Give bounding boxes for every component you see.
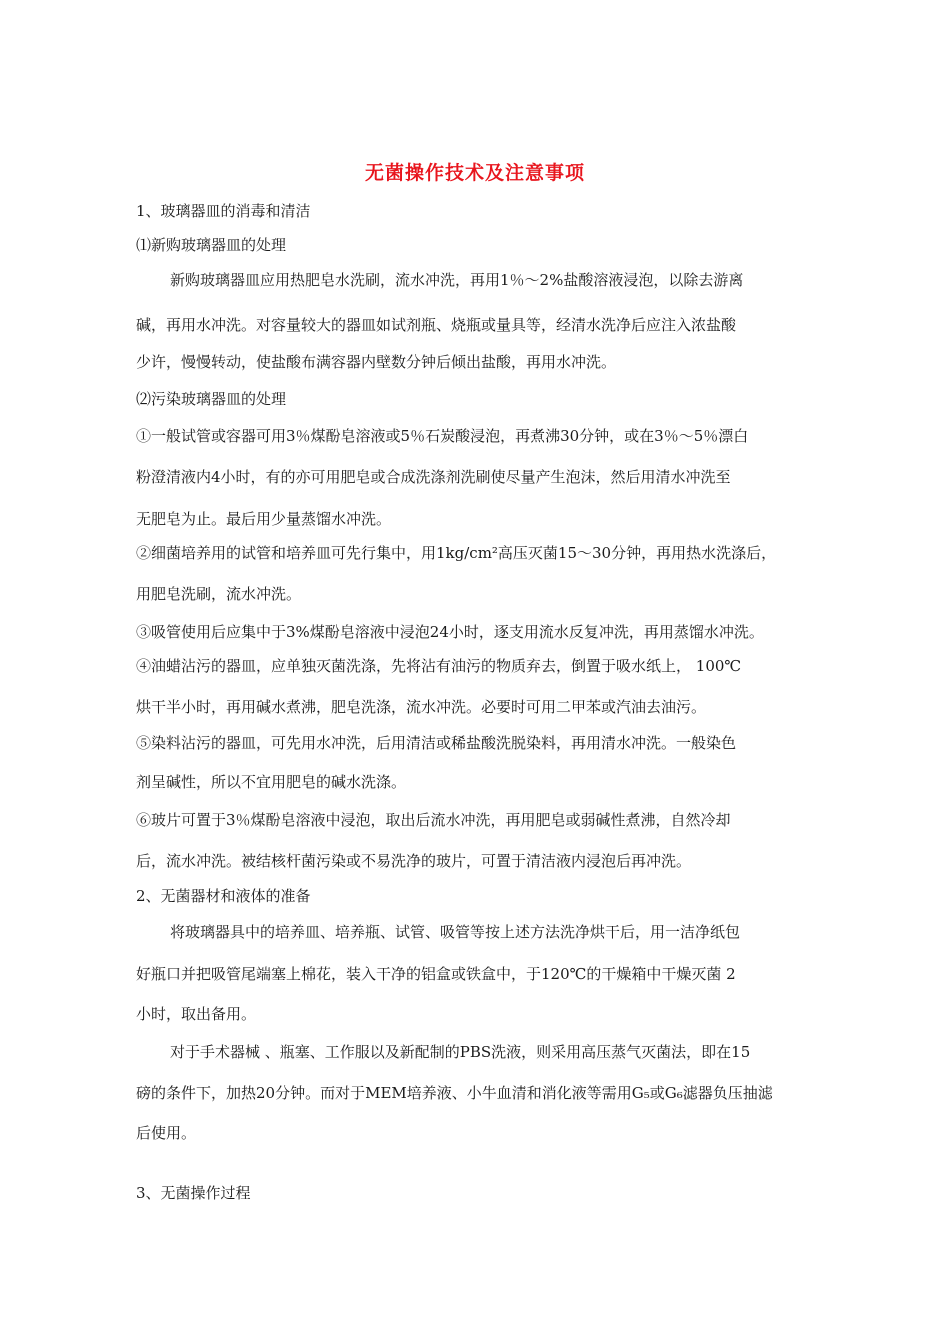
paragraph-line: ②细菌培养用的试管和培养皿可先行集中，用1kg/cm²高压灭菌15～30分钟，再用热水洗涤后，: [136, 544, 777, 562]
paragraph-line: ④油蜡沾污的器皿，应单独灭菌洗涤，先将沾有油污的物质弃去，倒置于吸水纸上， 100℃: [136, 657, 742, 675]
subsection-heading: ⑴新购玻璃器皿的处理: [136, 236, 287, 254]
paragraph-line: 无肥皂为止。最后用少量蒸馏水冲洗。: [136, 510, 392, 528]
section-heading: 2、无菌器材和液体的准备: [136, 887, 311, 905]
paragraph-line: 碱，再用水冲洗。对容量较大的器皿如试剂瓶、烧瓶或量具等，经清水洗净后应注入浓盐酸: [136, 316, 737, 334]
paragraph-line: 对于手术器械 、瓶塞、工作服以及新配制的PBS洗液，则采用高压蒸气灭菌法，即在15: [170, 1043, 751, 1061]
section-heading: 3、无菌操作过程: [136, 1184, 251, 1202]
paragraph-line: 新购玻璃器皿应用热肥皂水洗刷，流水冲洗，再用1％～2%盐酸溶液浸泡，以除去游离: [170, 271, 744, 289]
paragraph-line: 烘干半小时，再用碱水煮沸，肥皂洗涤，流水冲洗。必要时可用二甲苯或汽油去油污。: [136, 698, 707, 716]
paragraph-line: 用肥皂洗刷，流水冲洗。: [136, 585, 302, 603]
paragraph-line: ⑤染料沾污的器皿，可先用水冲洗，后用清洁或稀盐酸洗脱染料，再用清水冲洗。一般染色: [136, 734, 737, 752]
paragraph-line: 剂呈碱性，所以不宜用肥皂的碱水洗涤。: [136, 773, 407, 791]
document-title: 无菌操作技术及注意事项: [364, 162, 585, 184]
section-heading: 1、玻璃器皿的消毒和清洁: [136, 202, 311, 220]
paragraph-line: 后使用。: [136, 1124, 197, 1142]
paragraph-line: 磅的条件下，加热20分钟。而对于MEM培养液、小牛血清和消化液等需用G₅或G₆滤器负压抽滤: [136, 1084, 773, 1102]
paragraph-line: 少许，慢慢转动，使盐酸布满容器内壁数分钟后倾出盐酸，再用水冲洗。: [136, 353, 617, 371]
subsection-heading: ⑵污染玻璃器皿的处理: [136, 390, 287, 408]
paragraph-line: ①一般试管或容器可用3％煤酚皂溶液或5％石炭酸浸泡，再煮沸30分钟，或在3％～5％漂白: [136, 427, 749, 445]
paragraph-line: 好瓶口并把吸管尾端塞上棉花，装入干净的铝盒或铁盒中，于120℃的干燥箱中干燥灭菌 2: [136, 965, 736, 983]
paragraph-line: 将玻璃器具中的培养皿、培养瓶、试管、吸管等按上述方法洗净烘干后，用一洁净纸包: [170, 923, 741, 941]
paragraph-line: ③吸管使用后应集中于3%煤酚皂溶液中浸泡24小时，逐支用流水反复冲洗，再用蒸馏水冲洗。: [136, 623, 764, 641]
paragraph-line: 小时，取出备用。: [136, 1005, 257, 1023]
paragraph-line: 粉澄清液内4小时，有的亦可用肥皂或合成洗涤剂洗刷使尽量产生泡沫，然后用清水冲洗至: [136, 468, 731, 486]
paragraph-line: ⑥玻片可置于3％煤酚皂溶液中浸泡，取出后流水冲洗，再用肥皂或弱碱性煮沸，自然冷却: [136, 811, 731, 829]
paragraph-line: 后，流水冲洗。被结核杆菌污染或不易洗净的玻片，可置于清洁液内浸泡后再冲洗。: [136, 852, 692, 870]
